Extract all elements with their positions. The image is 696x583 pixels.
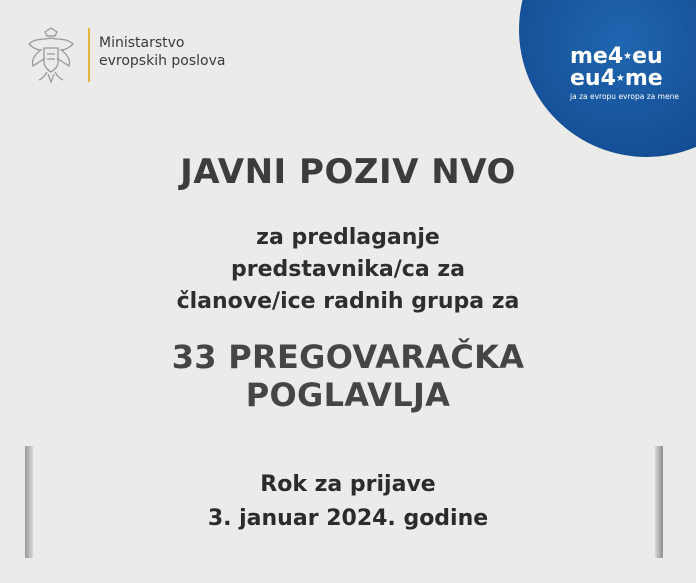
deadline-block bbox=[0, 468, 696, 536]
deadline-date: 3. januar 2024. godine bbox=[207, 506, 489, 531]
star-icon: ★ bbox=[615, 73, 625, 84]
logo-line2-part1: eu4 bbox=[570, 66, 616, 91]
logo-line1-part1: me4 bbox=[570, 44, 624, 69]
logo-line1-part2: eu bbox=[632, 44, 663, 69]
ministry-name-line2: evropskih poslova bbox=[99, 53, 226, 69]
logo-line2-part2: me bbox=[624, 66, 663, 91]
header-divider bbox=[88, 28, 90, 82]
subtitle-line: predstavnika/ca za bbox=[231, 257, 465, 282]
subtitle-line: za predlaganje bbox=[256, 225, 440, 250]
montenegro-coat-of-arms-icon bbox=[25, 26, 77, 84]
subtitle-line: članove/ice radnih grupa za bbox=[176, 289, 520, 314]
chapters-line1: 33 PREGOVARAČKA bbox=[171, 338, 525, 376]
poster-subtitle bbox=[0, 222, 696, 318]
logo-tagline: ja za evropu evropa za mene bbox=[570, 92, 679, 101]
star-icon: ★ bbox=[623, 51, 633, 62]
deadline-label: Rok za prijave bbox=[260, 472, 436, 497]
ministry-name-line1: Ministarstvo bbox=[99, 35, 185, 51]
poster-title: JAVNI POZIV NVO bbox=[180, 152, 516, 192]
chapters-line2: POGLAVLJA bbox=[245, 376, 451, 414]
chapters-heading bbox=[0, 338, 696, 414]
me4eu-logo bbox=[570, 46, 690, 102]
ministry-name bbox=[99, 34, 225, 70]
